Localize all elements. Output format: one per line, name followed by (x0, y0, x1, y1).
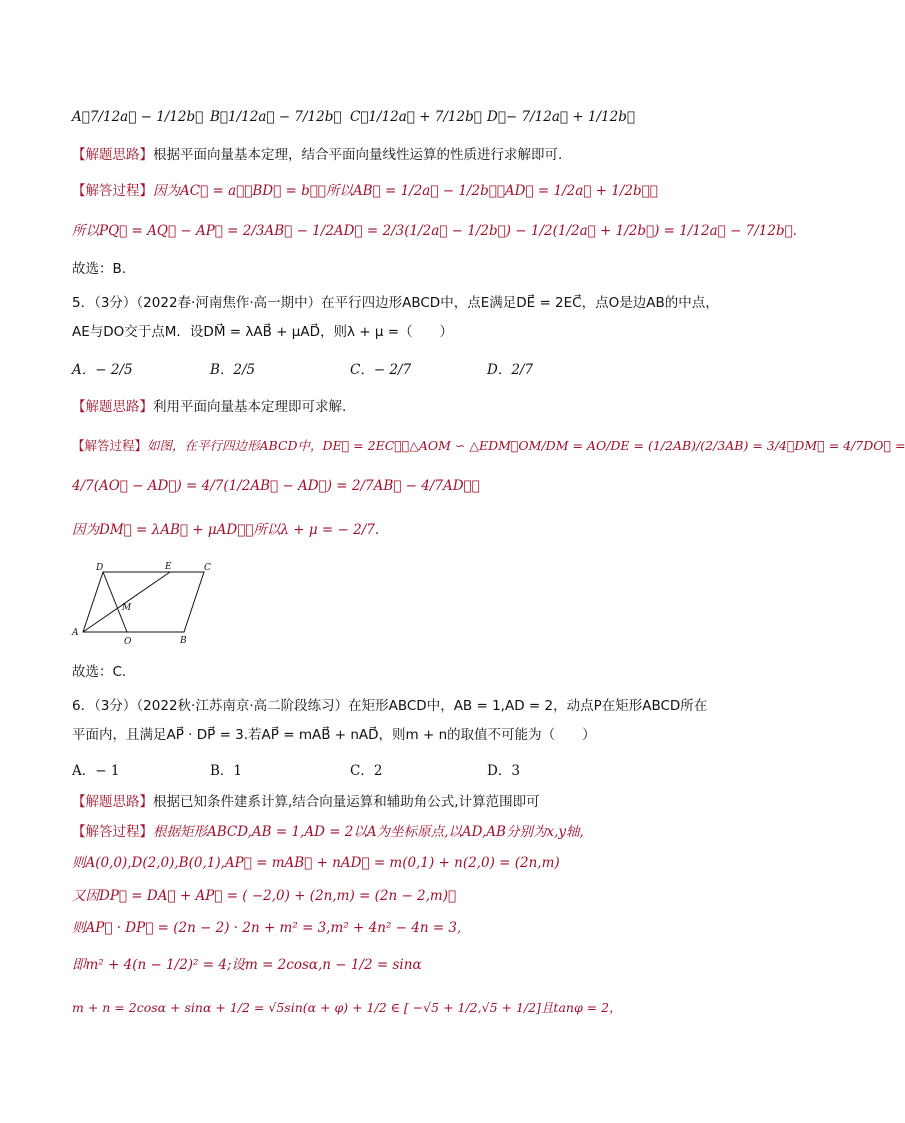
q4-process-line2: 所以PQ⃗ = AQ⃗ − AP⃗ = 2/3AB⃗ − 1/2AD⃗ = 2/3(1/2a⃗ − 1/2b⃗) − 1/2(1/2a⃗ + 1/2b⃗) = 1/12a⃗ − 7/12b⃗. (72, 223, 797, 239)
q5-option-c: C．− 2/7 (350, 362, 412, 378)
q5-idea-text: 利用平面向量基本定理即可求解. (153, 399, 347, 415)
q4-option-a: A．7/12a⃗ − 1/12b⃗ (72, 109, 204, 125)
label-c: C (204, 563, 211, 573)
q6-idea-tag: 【解题思路】 (72, 794, 153, 810)
q6-process-line2: 则A(0,0),D(2,0),B(0,1),AP⃗ = mAB⃗ + nAD⃗ = m(0,1) + n(2,0) = (2n,m) (72, 855, 560, 871)
q6-option-c: C．2 (350, 763, 383, 779)
q5-idea-tag: 【解题思路】 (72, 399, 153, 415)
q6-process-2 (72, 853, 734, 873)
q5-process-tag: 【解答过程】 (72, 438, 148, 453)
q4-process-line1: 因为AC⃗ = a⃗，BD⃗ = b⃗，所以AB⃗ = 1/2a⃗ − 1/2b⃗，AD⃗ = 1/2a⃗ + 1/2b⃗， (153, 183, 658, 199)
q4-answer: 故选：B. (72, 261, 127, 277)
q5-process-2 (72, 476, 734, 496)
q4-option-c: C．1/12a⃗ + 7/12b⃗ (350, 109, 482, 125)
label-o: O (124, 637, 132, 647)
q4-idea-text: 根据平面向量基本定理，结合平面向量线性运算的性质进行求解即可. (153, 147, 563, 163)
q5-process-1 (72, 436, 905, 456)
parallelogram-figure (68, 560, 218, 650)
q6-process-4 (72, 918, 734, 938)
q5-process-line3: 因为DM⃗ = λAB⃗ + μAD⃗，所以λ + μ = − 2/7. (72, 522, 380, 538)
q6-process-5 (72, 955, 734, 975)
q4-option-b: B．1/12a⃗ − 7/12b⃗ (210, 109, 342, 125)
q6-process-1 (72, 822, 734, 842)
q6-stem-2: 平面内，且满足AP⃗ · DP⃗ = 3.若AP⃗ = mAB⃗ + nAD⃗，则m + n的取值不可能为（ ） (72, 727, 596, 743)
q6-option-a: A．− 1 (72, 763, 120, 779)
segment-do (103, 572, 127, 632)
q5-process-line2: 4/7(AO⃗ − AD⃗) = 4/7(1/2AB⃗ − AD⃗) = 2/7AB⃗ − 4/7AD⃗， (72, 478, 480, 494)
label-m: M (122, 603, 132, 613)
q6-process-line5: 即m² + 4(n − 1/2)² = 4;设m = 2cosα,n − 1/2 = sinα (72, 957, 422, 973)
parallelogram-abcd (83, 572, 204, 632)
q5-stem-1: 5．（3分）（2022春·河南焦作·高一期中）在平行四边形ABCD中，点E满足DE⃗ = 2EC⃗，点O是边AB的中点， (72, 295, 719, 311)
q4-process-2 (72, 221, 797, 241)
q6-option-b: B．1 (210, 763, 243, 779)
label-d: D (96, 563, 104, 573)
q5-idea (72, 397, 734, 417)
q6-process-line3: 又因DP⃗ = DA⃗ + AP⃗ = ( −2,0) + (2n,m) = (2n − 2,m)， (72, 888, 457, 904)
q6-process-6 (72, 998, 734, 1018)
q5-option-a: A．− 2/5 (72, 362, 133, 378)
q4-idea (72, 145, 734, 165)
q6-process-tag: 【解答过程】 (72, 824, 153, 840)
q5-option-d: D．2/7 (487, 362, 534, 378)
q5-process-line1: 如图，在平行四边形ABCD中，DE⃗ = 2EC⃗，△AOM ∽ △EDM，OM/DM = AO/DE = (1/2AB)/(2/3AB) = 3/4，DM⃗ = 4/7DO⃗ = (147, 438, 905, 453)
label-e: E (165, 562, 172, 572)
q4-process-tag: 【解答过程】 (72, 183, 153, 199)
q6-process-line1: 根据矩形ABCD,AB = 1,AD = 2以A为坐标原点,以AD,AB分别为x,y轴, (153, 824, 584, 840)
segment-ae (83, 572, 170, 632)
q6-process-3 (72, 886, 734, 906)
q5-process-3 (72, 520, 734, 540)
q6-idea-text: 根据已知条件建系计算,结合向量运算和辅助角公式,计算范围即可 (153, 794, 540, 810)
q6-idea (72, 792, 734, 812)
label-a: A (72, 628, 79, 638)
label-b: B (180, 636, 187, 646)
q6-option-d: D．3 (487, 763, 520, 779)
q6-process-line6: m + n = 2cosα + sinα + 1/2 = √5sin(α + φ) + 1/2 ∈ [ −√5 + 1/2,√5 + 1/2]且tanφ = 2， (72, 1000, 622, 1015)
q4-option-d: D．− 7/12a⃗ + 1/12b⃗ (487, 109, 635, 125)
q4-process-1 (72, 181, 734, 201)
q5-stem-2: AE与DO交于点M．设DM⃗ = λAB⃗ + μAD⃗，则λ + μ =（ ） (72, 324, 454, 340)
q5-answer: 故选：C. (72, 664, 127, 680)
q6-stem-1: 6．（3分）（2022秋·江苏南京·高二阶段练习）在矩形ABCD中，AB = 1,AD = 2，动点P在矩形ABCD所在 (72, 698, 708, 714)
q6-process-line4: 则AP⃗ · DP⃗ = (2n − 2) · 2n + m² = 3,m² + 4n² − 4n = 3, (72, 920, 462, 936)
q5-option-b: B．2/5 (210, 362, 256, 378)
q4-idea-tag: 【解题思路】 (72, 147, 153, 163)
